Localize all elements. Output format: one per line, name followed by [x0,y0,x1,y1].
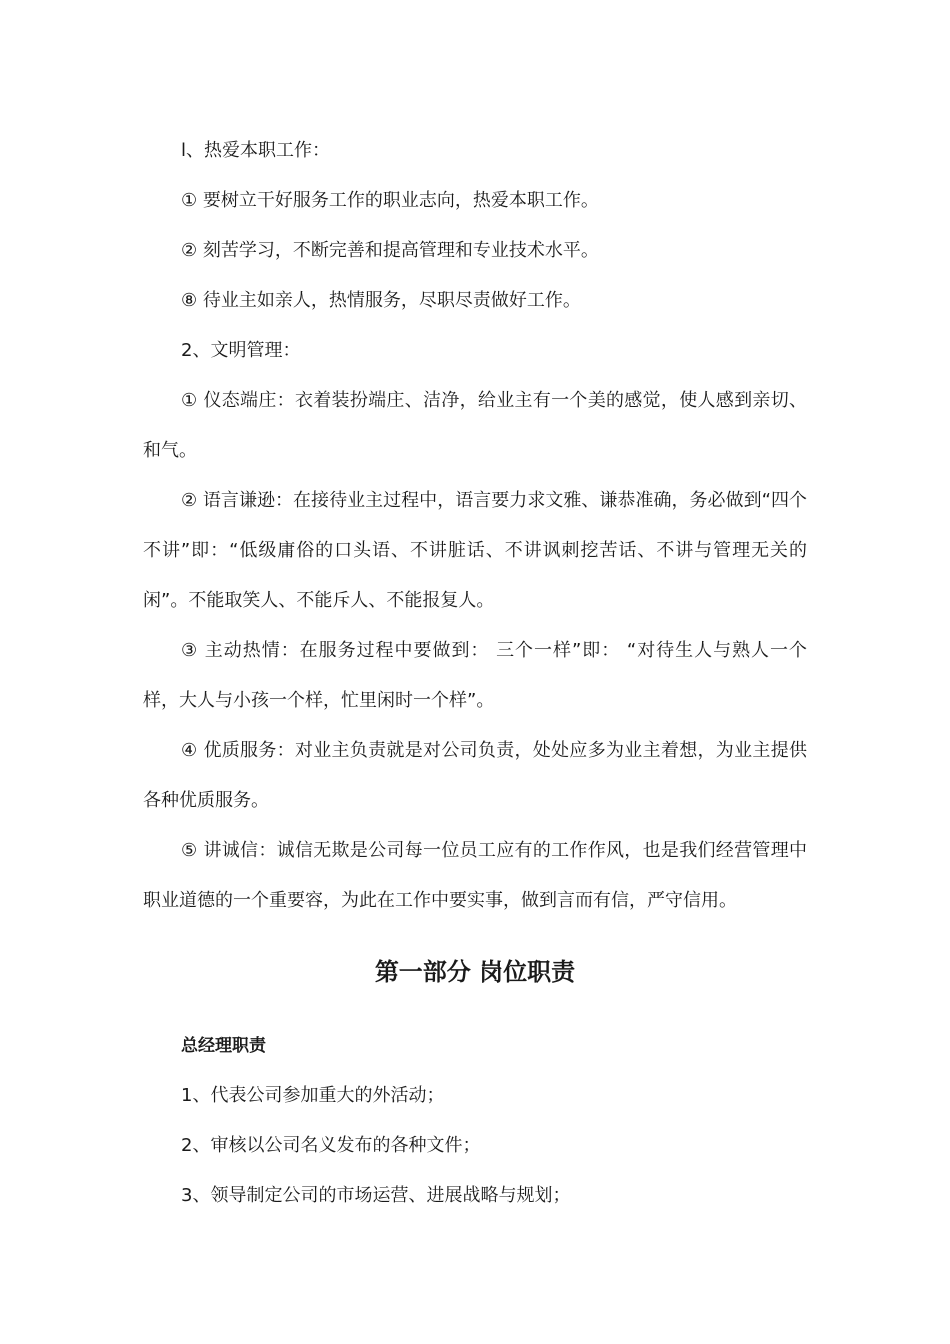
civil-management-item-5: ⑤ 讲诚信：诚信无欺是公司每一位员工应有的工作作风，也是我们经营管理中职业道德的一个重要容，为此在工作中要实事，做到言而有信，严守信用。 [143,840,807,911]
civil-management-item-1: ① 仪态端庄：衣着装扮端庄、洁净，给业主有一个美的感觉，使人感到亲切、和气。 [143,390,807,461]
civil-management-item-3: ③ 主动热情：在服务过程中要做到： 三个一样”即： “对待生人与熟人一个样，大人与小孩一个样，忙里闲时一个样”。 [143,640,807,711]
section-title-love-work: l、热爱本职工作： [181,140,331,161]
love-work-item-3: ⑧ 待业主如亲人，热情服务，尽职尽责做好工作。 [181,290,581,311]
gm-duty-3: 3、领导制定公司的市场运营、进展战略与规划； [181,1185,571,1206]
gm-duties-title: 总经理职责 [181,1036,266,1056]
gm-duty-1: 1、代表公司参加重大的外活动； [181,1085,445,1106]
part-heading: 第一部分 岗位职责 [374,958,576,986]
love-work-item-1: ① 要树立干好服务工作的职业志向，热爱本职工作。 [181,190,599,211]
gm-duty-2: 2、审核以公司名义发布的各种文件； [181,1135,481,1156]
civil-management-item-4: ④ 优质服务：对业主负责就是对公司负责，处处应多为业主着想，为业主提供各种优质服务。 [143,740,807,811]
section-title-civil-management: 2、文明管理： [181,340,301,361]
civil-management-item-2: ② 语言谦逊：在接待业主过程中，语言要力求文雅、谦恭准确，务必做到“四个不讲”即：“低级庸俗的口头语、不讲脏话、不讲讽刺挖苦话、不讲与管理无关的闲”。不能取笑人、不能斥人、不能报复人。 [143,490,807,611]
love-work-item-2: ② 刻苦学习，不断完善和提高管理和专业技术水平。 [181,240,599,261]
